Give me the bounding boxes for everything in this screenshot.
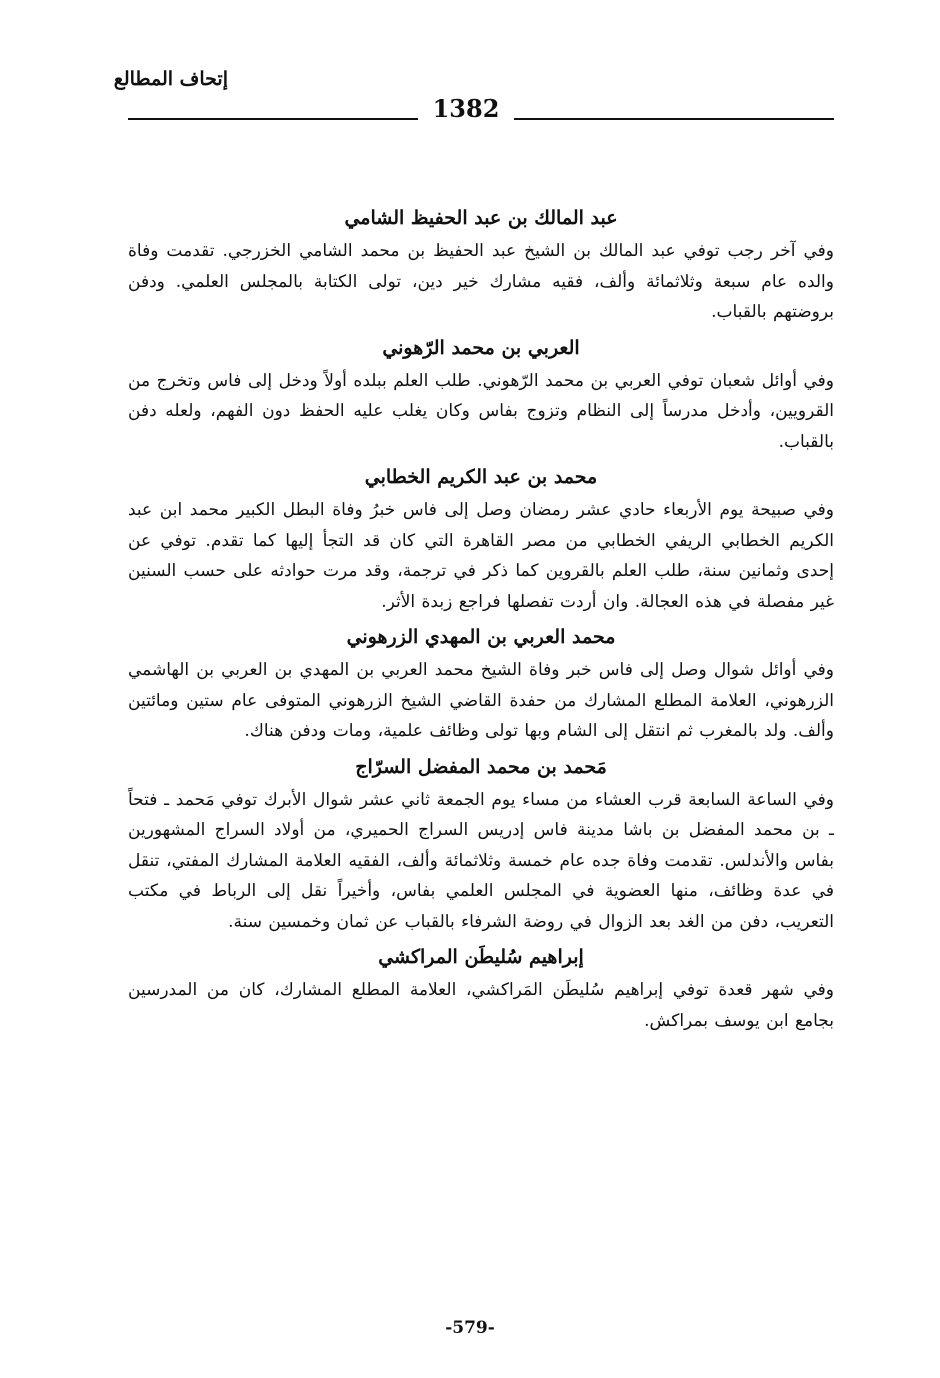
entry-title: مَحمد بن محمد المفضل السرّاج	[355, 755, 607, 778]
entry-body: وفي آخر رجب توفي عبد المالك بن الشيخ عبد الحفيظ بن محمد الشامي الخزرجي. تقدمت وفاة والده عام سبعة وثلاثمائة وألف، فقيه مشارك خير دين، تولى الكتابة بالمجلس العلمي. ودفن بروضتهم بالقباب.	[128, 241, 834, 322]
entry-title: العربي بن محمد الرّهوني	[382, 336, 580, 359]
entry-title: إبراهيم سُليطَن المراكشي	[378, 946, 584, 968]
entry	[128, 619, 834, 747]
entry	[128, 459, 834, 617]
folio-number: -579-	[445, 1318, 495, 1338]
header-rule-right	[514, 118, 834, 120]
entry-body: وفي أوائل شوال وصل إلى فاس خبر وفاة الشيخ محمد العربي بن المهدي بن العربي بن الهاشمي الزرهوني، العلامة المطلع المشارك من حفدة القاضي الشيخ الزرهوني المتوفى عام ستين ومائتين وألف. ولد بالمغرب ثم انتقل إلى الشام وبها تولى وظائف علمية، ومات ودفن هناك.	[128, 660, 834, 741]
entry-body: وفي أوائل شعبان توفي العربي بن محمد الرّهوني. طلب العلم ببلده أولاً ودخل إلى فاس وتخرج من القرويين، وأدخل مدرساً إلى النظام وتزوج بفاس وكان يغلب عليه الحفظ دون الفهم، ولعله دفن بالقباب.	[128, 370, 834, 452]
entry	[128, 200, 834, 328]
entry	[128, 749, 834, 938]
entry-body: وفي شهر قعدة توفي إبراهيم سُليطَن المَراكشي، العلامة المطلع المشارك، كان من المدرسين بجامع ابن يوسف بمراكش.	[128, 980, 834, 1031]
running-title: إتحاف المطالع	[113, 68, 228, 90]
entry-body: وفي صبيحة يوم الأربعاء حادي عشر رمضان وصل إلى فاس خبرُ وفاة البطل الكبير محمد ابن عبد الكريم الخطابي الريفي الخطابي من مصر القاهرة التي كان قد التجأ إليها كما تقدم. توفي عن إحدى وثمانين سنة، طلب العلم بالقروين كما ذكر في ترجمة، وقد مرت حوادثه على حسب السنين غير مفصلة في هذه العجالة. وان أردت تفصلها فراجع زبدة الأثر.	[128, 500, 834, 612]
entry-title: محمد بن عبد الكريم الخطابي	[364, 466, 598, 488]
entry	[128, 330, 834, 458]
entry-title: عبد المالك بن عبد الحفيظ الشامي	[344, 207, 618, 229]
entry-title: محمد العربي بن المهدي الزرهوني	[346, 626, 616, 648]
entry-body: وفي الساعة السابعة قرب العشاء من مساء يوم الجمعة ثاني عشر شوال الأبرك توفي مَحمد ـ فتحاً ـ بن محمد المفضل بن باشا مدينة فاس إدريس السراج الحميري، من أولاد السراج المشهورين بفاس والأندلس. تقدمت وفاة جده عام خمسة وثلاثمائة وألف، الفقيه العلامة المشارك المفتي، تنقل في عدة وظائف، منها العضوية في المجلس العلمي بفاس، وأخيراً نقل إلى الرباط في مكتب التعريب، دفن من الغد بعد الزوال في روضة الشرفاء بالقباب عن ثمان وخمسين سنة.	[128, 789, 834, 932]
header-rule-left	[128, 118, 418, 120]
page-content	[128, 198, 834, 1036]
page-number: 1382	[432, 94, 500, 123]
entry	[128, 939, 834, 1036]
